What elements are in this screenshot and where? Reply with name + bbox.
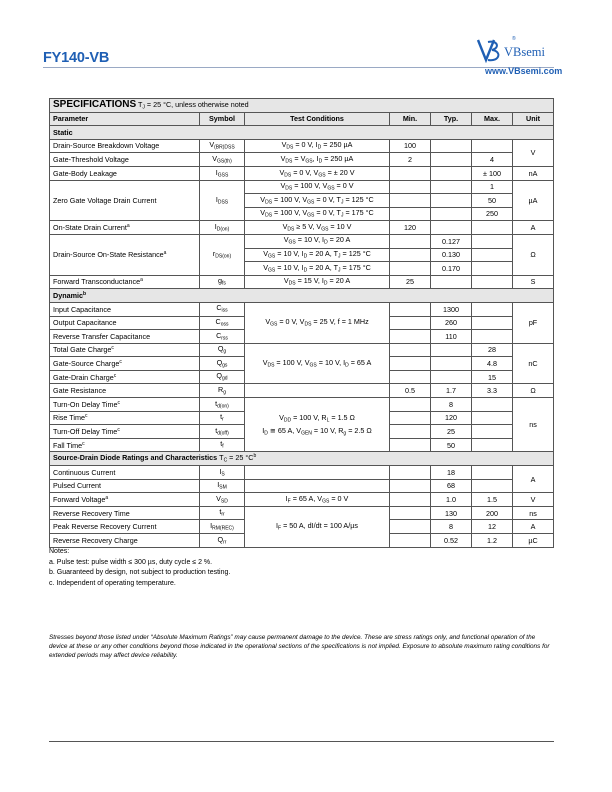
table-row: Input Capacitance $C_{iss}$ $V_{GS} = 0$ V, $V_{DS} = 25$ V, f = 1 MHz 1300 pF: [50, 302, 554, 316]
notes-block: [49, 547, 230, 589]
table-row: Drain-Source On-State Resistance$^a$ $r_{DS(on)}$ $V_{GS} = 10$ V, $I_D = 20$ A 0.127 Ω: [50, 234, 554, 248]
table-row: Pulsed Current $I_{SM}$ 68: [50, 479, 554, 493]
note-a: a. Pulse test: pulse width ≤ 300 µs, duty cycle ≤ 2 %.: [49, 558, 213, 566]
table-title: SPECIFICATIONS: [53, 99, 137, 111]
section-static: Static: [50, 126, 554, 140]
table-row: Zero Gate Voltage Drain Current $I_{DSS}$ $V_{DS} = 100$ V, $V_{GS} = 0$ V 1 µA: [50, 180, 554, 194]
note-c: c. Independent of operating temperature.: [49, 579, 176, 587]
table-row: Continuous Current $I_S$ 18 A: [50, 466, 554, 480]
section-diode: Source-Drain Diode Ratings and Characteristics $T_C = 25$ $^\circ C^b$: [50, 452, 554, 466]
table-title-row: SPECIFICATIONS $T_J = 25$ °C, unless otherwise noted: [50, 99, 554, 113]
col-test-conditions: Test Conditions: [245, 112, 390, 126]
table-row: Turn-Off Delay Time$^c$ $t_{d(off)}$ 25: [50, 425, 554, 439]
table-row: $V_{DS} = 100$ V, $V_{GS} = 0$ V, $T_J = 175$ °C 250: [50, 207, 554, 221]
registered-mark: ®: [512, 36, 516, 42]
col-max: Max.: [472, 112, 513, 126]
col-unit: Unit: [513, 112, 554, 126]
table-row: On-State Drain Current$^a$ $I_{D(on)}$ $V_{DS} \ge 5$ V, $V_{GS} = 10$ V 120 A: [50, 221, 554, 235]
column-header-row: [50, 112, 554, 126]
table-title-condition: = 25 °C, unless otherwise noted: [144, 100, 249, 110]
brand-name: VBsemi: [504, 45, 545, 59]
note-b: b. Guaranteed by design, not subject to production testing.: [49, 569, 231, 576]
notes-heading: Notes:: [49, 548, 70, 555]
section-dynamic: Dynamic$^b$: [50, 289, 554, 303]
table-row: Rise Time$^c$ $t_r$ 120: [50, 411, 554, 425]
col-min: Min.: [390, 112, 431, 126]
vbsemi-logo-icon: [474, 36, 506, 66]
col-typ: Typ.: [431, 112, 472, 126]
table-row: Output Capacitance $C_{oss}$ 260: [50, 316, 554, 330]
table-row: Reverse Recovery Time $t_{rr}$ $I_F = 50$ A, dI/dt = 100 A/µs 130 200 ns: [50, 506, 554, 520]
brand-url[interactable]: www.VBsemi.com: [485, 66, 563, 76]
part-number-title: FY140-VB: [43, 50, 110, 66]
stress-disclaimer: Stresses beyond those listed under “Absolute Maximum Ratings” may cause permanent damage to the device. These are stress ratings only, and functional operation of the device at these or any other conditions beyond those indicated in the operational sections of the specifications is not implied. Exposure to absolute maximum rating conditions for extended periods may affect device reliability.: [49, 634, 550, 659]
table-row: Gate-Drain Charge$^c$ $Q_{gd}$ 15: [50, 370, 554, 384]
table-row: Reverse Recovery Charge $Q_{rr}$ 0.52 1.2 µC: [50, 534, 554, 548]
table-row: Gate-Body Leakage $I_{GSS}$ $V_{DS} = 0$ V, $V_{GS}$ = ± 20 V ± 100 nA: [50, 166, 554, 180]
table-row: Peak Reverse Recovery Current $I_{RM(REC)}$ 8 12 A: [50, 520, 554, 534]
col-parameter: Parameter: [50, 112, 200, 126]
table-row: Forward Transconductance$^a$ $g_{fs}$ $V_{DS} = 15$ V, $I_D = 20$ A 25 S: [50, 275, 554, 289]
specifications-table: [49, 98, 554, 548]
col-symbol: Symbol: [200, 112, 245, 126]
table-row: Total Gate Charge$^c$ $Q_g$ $V_{DS} = 100$ V, $V_{GS} = 10$ V, $I_D = 65$ A 28 nC: [50, 343, 554, 357]
table-row: Gate-Source Charge$^c$ $Q_{gs}$ 4.8: [50, 357, 554, 371]
table-row: Reverse Transfer Capacitance $C_{rss}$ 110: [50, 330, 554, 344]
table-row: Gate-Threshold Voltage $V_{GS(th)}$ $V_{DS} = V_{GS}$, $I_D = 250$ µA 2 4: [50, 153, 554, 167]
table-row: $V_{DS} = 100$ V, $V_{GS} = 0$ V, $T_J = 125$ °C 50: [50, 194, 554, 208]
table-row: Fall Time$^c$ $t_f$ 50: [50, 438, 554, 452]
table-row: Turn-On Delay Time$^c$ $t_{d(on)}$ $V_{DD} = 100$ V, $R_L = 1.5$ Ω $I_D$ ≅ 65 A, $V_{GEN} = 10$ V, $R_g = 2.5$ Ω 8 ns: [50, 398, 554, 412]
table-row: Drain-Source Breakdown Voltage $V_{(BR)DSS}$ $V_{DS} = 0$ V, $I_D = 250$ µA 100 V: [50, 139, 554, 153]
table-row: Gate Resistance $R_g$ 0.5 1.7 3.3 Ω: [50, 384, 554, 398]
table-row: Forward Voltage$^a$ $V_{SD}$ $I_F = 65$ A, $V_{GS} = 0$ V 1.0 1.5 V: [50, 493, 554, 507]
footer-divider: [49, 741, 554, 742]
table-row: $V_{GS} = 10$ V, $I_D = 20$ A, $T_J = 175$ °C 0.170: [50, 262, 554, 276]
brand-logo: [474, 36, 574, 76]
table-row: $V_{GS} = 10$ V, $I_D = 20$ A, $T_J = 125$ °C 0.130: [50, 248, 554, 262]
